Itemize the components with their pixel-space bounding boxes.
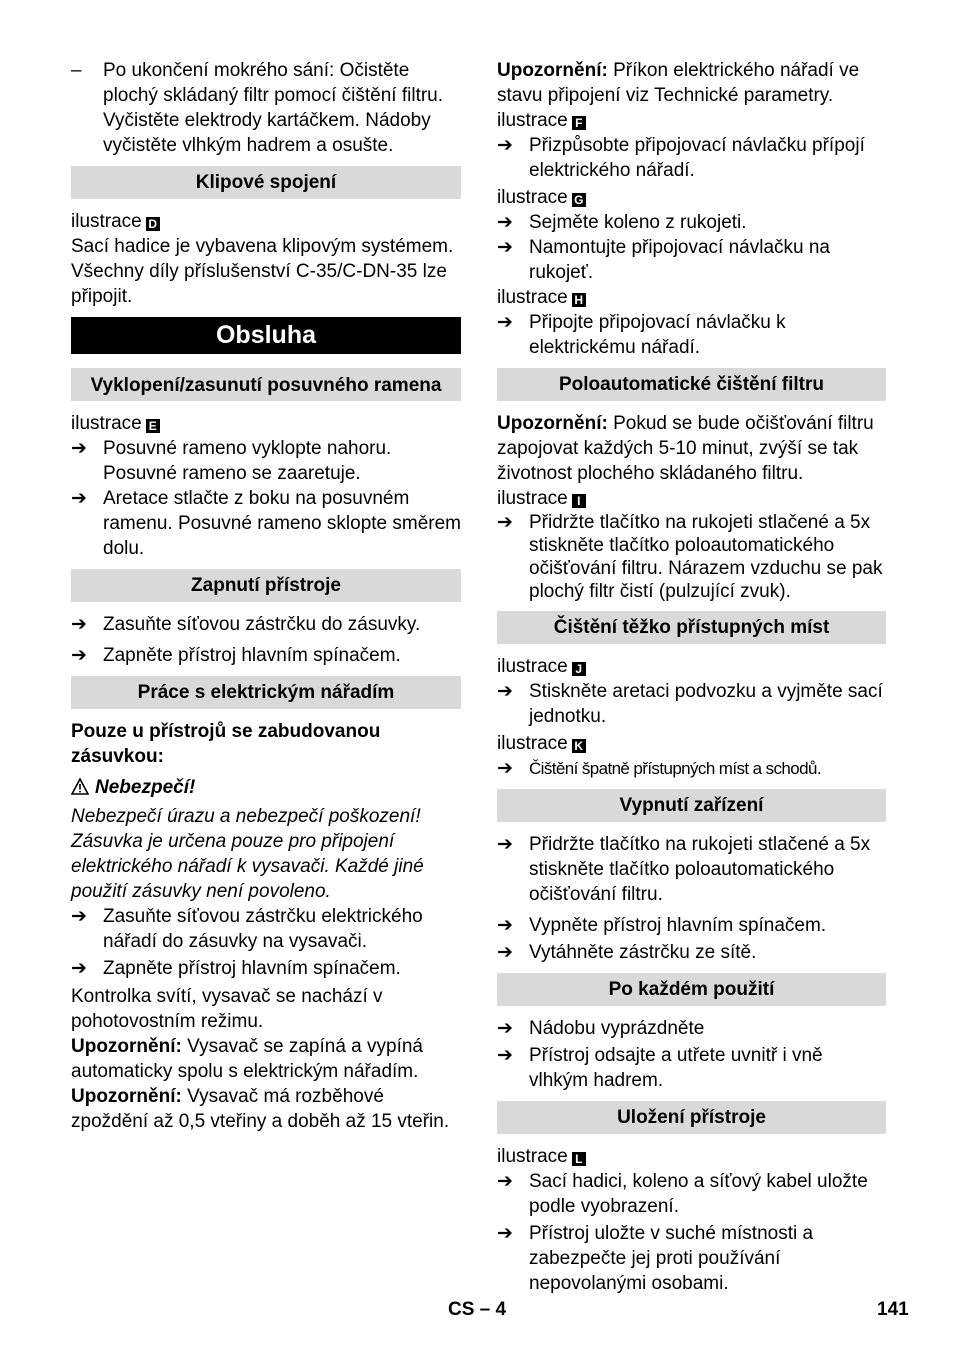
arrow-icon: ➔ [71,645,87,666]
figure-letter: J [572,662,586,676]
section-heading-klip: Klipové spojení [71,166,461,199]
section-heading-poloautomaticke: Poloautomatické čištění filtru [497,368,886,401]
bold-note: Pouze u přístrojů se zabudovanou zásuvkou: [71,721,381,767]
arrow-icon: ➔ [497,758,513,779]
figure-letter: H [572,293,586,307]
list-item: ➔ Posuvné rameno vyklopte nahoru. Posuvné rameno se zaaretuje. [71,438,392,484]
list-item: ➔ Namontujte připojovací návlačku na rukojeť. [497,237,831,283]
danger-label: Nebezpečí! [71,775,461,800]
figure-letter: L [572,1152,586,1166]
arrow-icon: ➔ [497,915,513,936]
list-item: ➔ Přístroj uložte v suché místnosti a zabezpečte jej proti používání nepovolanými osobami. [497,1223,814,1294]
list-item: ➔ Aretace stlačte z boku na posuvném ramenu. Posuvné rameno sklopte směrem dolu. [71,488,461,559]
arrow-icon: ➔ [71,958,87,979]
arrow-icon: ➔ [71,906,87,927]
illustration-ref: ilustrace E [71,411,461,436]
illustration-ref: ilustrace K [497,731,886,756]
list-item: ➔ Sací hadici, koleno a síťový kabel uložte podle vyobrazení. [497,1171,868,1217]
figure-letter: I [572,494,586,508]
warning-icon [71,778,89,795]
note: Upozornění: Vysavač má rozběhové zpoždění až 0,5 vteřiny a doběh až 15 vteřin. [71,1086,450,1132]
list-item: ➔ Přizpůsobte připojovací návlačku přípojí elektrického nářadí. [497,135,865,181]
list-item: ➔ Zapněte přístroj hlavním spínačem. [71,645,401,666]
list-item: ➔ Vypněte přístroj hlavním spínačem. [497,915,827,936]
arrow-icon: ➔ [497,834,513,855]
note: Upozornění: Pokud se bude očišťování filtru zapojovat každých 5-10 minut, zvýší se tak životnost plochého skládaného filtru. [497,413,874,484]
page-number: 141 [877,1299,909,1320]
list-item: ➔ Nádobu vyprázdněte [497,1018,705,1039]
illustration-ref: ilustrace F [497,108,886,133]
item-text: Po ukončení mokrého sání: Očistěte plochý skládaný filtr pomocí čištění filtru. Vyčistěte elektrody kartáčkem. Nádoby vyčistěte vlhkým hadrem a osušte. [103,60,444,156]
list-item: ➔ Přidržte tlačítko na rukojeti stlačené a 5x stiskněte tlačítko poloautomatického očišťování filtru. Nárazem vzduchu se pak plochý filtr čistí (pulzující zvuk). [497,512,883,602]
section-heading-ulozeni: Uložení přístroje [497,1101,886,1134]
paragraph: Kontrolka svítí, vysavač se nachází v pohotovostním režimu. [71,986,383,1032]
arrow-icon: ➔ [497,1171,513,1192]
list-item: ➔ Připojte připojovací návlačku k elektrickému nářadí. [497,312,786,358]
list-item: ➔ Zapněte přístroj hlavním spínačem. [71,958,401,979]
figure-letter: K [572,739,586,753]
paragraph: Sací hadice je vybavena klipovým systémem. Všechny díly příslušenství C-35/C-DN-35 lze připojit. [71,236,454,307]
arrow-icon: ➔ [497,1223,513,1244]
list-item: ➔ Vytáhněte zástrčku ze sítě. [497,942,757,963]
illustration-ref: ilustrace G [497,185,886,210]
illustration-ref: ilustrace D [71,209,461,234]
illustration-ref: ilustrace H [497,285,886,310]
figure-letter: E [146,419,160,433]
arrow-icon: ➔ [497,1045,513,1066]
figure-letter: G [572,193,586,207]
arrow-icon: ➔ [71,488,87,509]
right-column [497,58,886,1296]
section-heading-vyklopeni: Vyklopení/zasunutí posuvného ramena [71,368,461,401]
note: Upozornění: Vysavač se zapíná a vypíná automaticky spolu s elektrickým nářadím. [71,1036,423,1082]
section-heading-pokazdem: Po každém použití [497,973,886,1006]
list-item: ➔ Přístroj odsajte a utřete uvnitř i vně vlhkým hadrem. [497,1045,823,1091]
list-item: ➔ Přidržte tlačítko na rukojeti stlačené a 5x stiskněte tlačítko poloautomatického očišťování filtru. [497,834,871,905]
footer-section: CS – 4 [448,1299,507,1320]
list-item: ➔ Stiskněte aretaci podvozku a vyjměte sací jednotku. [497,681,883,727]
list-item: ➔ Zasuňte síťovou zástrčku elektrického nářadí do zásuvky na vysavači. [71,906,423,952]
arrow-icon: ➔ [497,212,513,233]
list-item [71,58,461,158]
arrow-icon: ➔ [497,135,513,156]
figure-letter: D [146,217,160,231]
section-heading-prace: Práce s elektrickým nářadím [71,676,461,709]
figure-letter: F [572,116,586,130]
arrow-icon: ➔ [71,438,87,459]
section-heading-zapnuti: Zapnutí přístroje [71,569,461,602]
danger-text: Nebezpečí úrazu a nebezpečí poškození! Zásuvka je určena pouze pro připojení elektrického nářadí k vysavači. Každé jiné použití zásuvky není povoleno. [71,806,424,902]
arrow-icon: ➔ [497,512,513,533]
section-heading-vypnuti: Vypnutí zařízení [497,789,886,822]
dash-marker: – [71,60,82,81]
list-item: ➔ Zasuňte síťovou zástrčku do zásuvky. [71,614,421,635]
left-column [71,58,461,1134]
illustration-ref: ilustrace I [497,486,886,511]
arrow-icon: ➔ [497,942,513,963]
arrow-icon: ➔ [71,614,87,635]
section-heading-cisteni: Čištění těžko přístupných míst [497,611,886,644]
illustration-ref: ilustrace L [497,1144,886,1169]
illustration-ref: ilustrace J [497,654,886,679]
arrow-icon: ➔ [497,312,513,333]
chapter-title: Obsluha [71,317,461,354]
arrow-icon: ➔ [497,237,513,258]
list-item: ➔ Čištění špatně přístupných míst a schodů. [497,758,821,779]
arrow-icon: ➔ [497,681,513,702]
arrow-icon: ➔ [497,1018,513,1039]
list-item: ➔ Sejměte koleno z rukojeti. [497,212,747,233]
note: Upozornění: Příkon elektrického nářadí ve stavu připojení viz Technické parametry. [497,60,860,106]
